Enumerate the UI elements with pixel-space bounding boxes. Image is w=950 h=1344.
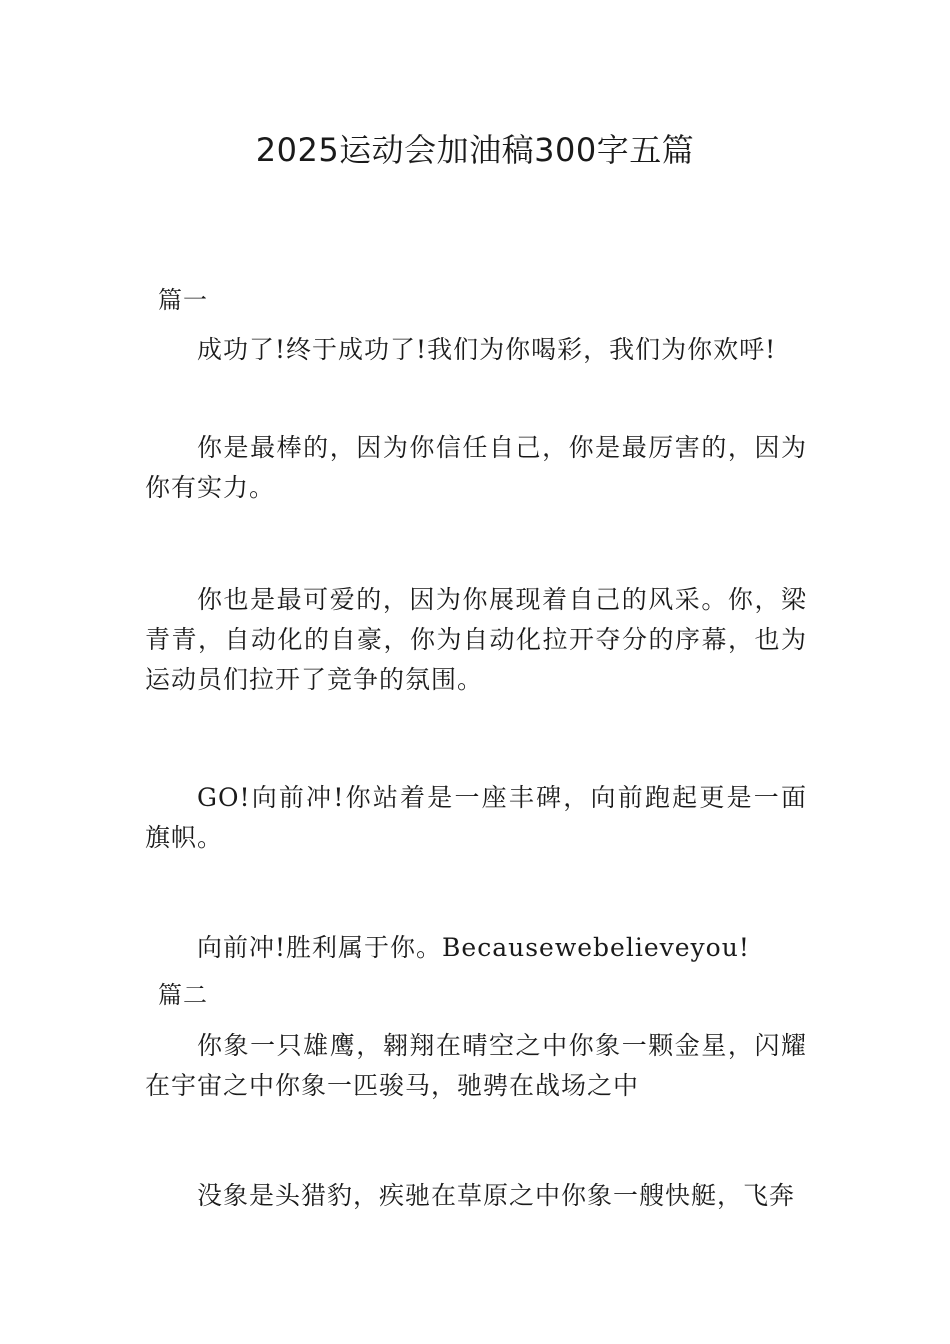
paragraph: 你象一只雄鹰，翱翔在晴空之中你象一颗金星，闪耀在宇宙之中你象一匹骏马，驰骋在战场之中 [145,1031,807,1100]
paragraph: 成功了!终于成功了!我们为你喝彩，我们为你欢呼! [197,335,777,364]
paragraph: 你也是最可爱的，因为你展现着自己的风采。你，梁青青，自动化的自豪，你为自动化拉开夺分的序幕，也为运动员们拉开了竞争的氛围。 [145,585,807,694]
paragraph: 你是最棒的，因为你信任自己，你是最厉害的，因为你有实力。 [145,433,807,502]
section-heading-2: 篇二 [158,981,208,1009]
paragraph: 没象是头猎豹，疾驰在草原之中你象一艘快艇，飞奔 [197,1181,796,1210]
paragraph: GO!向前冲!你站着是一座丰碑，向前跑起更是一面旗帜。 [145,783,807,852]
document-title: 2025运动会加油稿300字五篇 [255,131,695,169]
paragraph: 向前冲!胜利属于你。Becausewebelieveyou! [197,933,750,962]
section-heading-1: 篇一 [158,286,208,314]
